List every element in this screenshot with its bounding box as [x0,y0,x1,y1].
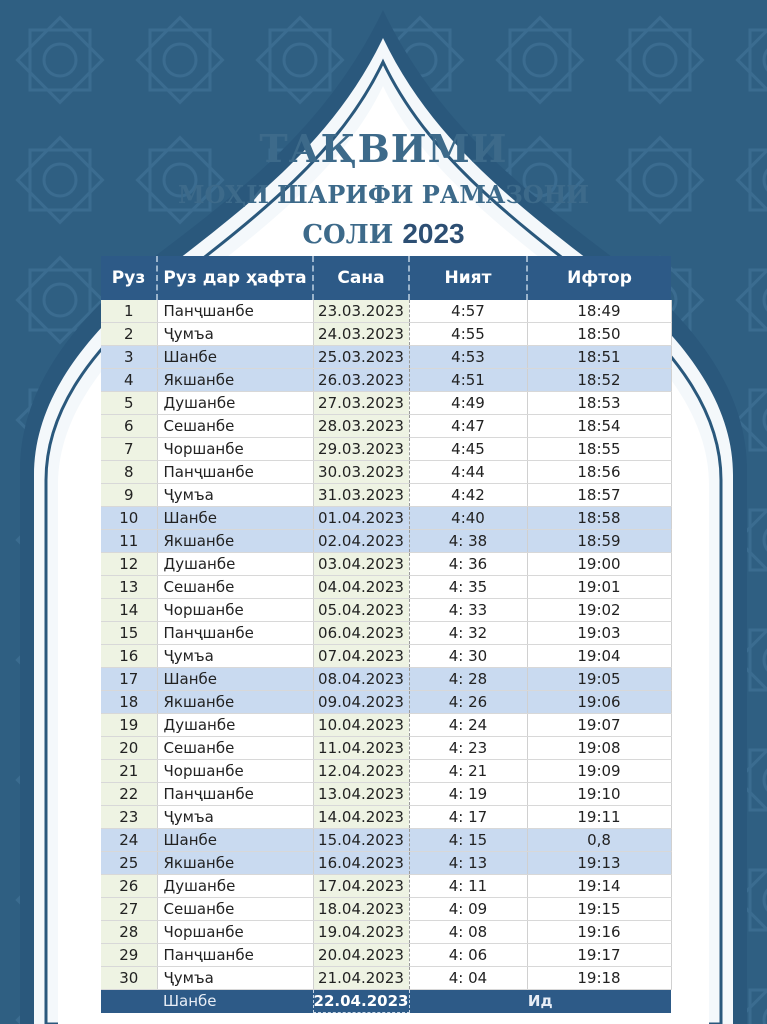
header-iftor: Ифтор [527,256,671,300]
weekday-cell: Душанбе [157,553,313,576]
table-row [101,806,671,829]
day-number-cell: 14 [101,599,157,622]
eid-empty-cell [101,990,157,1013]
table-row [101,829,671,852]
table-row [101,599,671,622]
table-row [101,346,671,369]
weekday-cell: Шанбе [157,829,313,852]
eid-weekday-cell: Шанбе [157,990,313,1013]
weekday-cell: Душанбе [157,875,313,898]
weekday-cell: Чоршанбе [157,599,313,622]
table-row [101,415,671,438]
date-cell: 25.03.2023 [313,346,409,369]
day-number-cell: 13 [101,576,157,599]
weekday-cell: Сешанбе [157,898,313,921]
niyat-cell: 4: 35 [409,576,527,599]
iftor-cell: 19:07 [527,714,671,737]
niyat-cell: 4:44 [409,461,527,484]
header-day-number: Руз [101,256,157,300]
day-number-cell: 24 [101,829,157,852]
day-number-cell: 6 [101,415,157,438]
day-number-cell: 10 [101,507,157,530]
weekday-cell: Панҷшанбе [157,944,313,967]
niyat-cell: 4: 15 [409,829,527,852]
day-number-cell: 22 [101,783,157,806]
day-number-cell: 20 [101,737,157,760]
table-row [101,875,671,898]
niyat-cell: 4: 17 [409,806,527,829]
ramadan-calendar-table [101,256,672,1013]
weekday-cell: Панҷшанбе [157,622,313,645]
date-cell: 18.04.2023 [313,898,409,921]
niyat-cell: 4:57 [409,300,527,323]
iftor-cell: 19:06 [527,691,671,714]
table-row [101,645,671,668]
day-number-cell: 8 [101,461,157,484]
eid-date-cell: 22.04.2023 [313,990,409,1013]
header-weekday: Руз дар ҳафта [157,256,313,300]
weekday-cell: Сешанбе [157,415,313,438]
weekday-cell: Ҷумъа [157,967,313,990]
weekday-cell: Душанбе [157,714,313,737]
date-cell: 09.04.2023 [313,691,409,714]
iftor-cell: 0,8 [527,829,671,852]
title-year-prefix: СОЛИ [302,220,394,250]
niyat-cell: 4: 26 [409,691,527,714]
date-cell: 14.04.2023 [313,806,409,829]
niyat-cell: 4:42 [409,484,527,507]
date-cell: 23.03.2023 [313,300,409,323]
niyat-cell: 4:45 [409,438,527,461]
day-number-cell: 3 [101,346,157,369]
title-line-3 [0,218,767,250]
niyat-cell: 4:55 [409,323,527,346]
day-number-cell: 7 [101,438,157,461]
iftor-cell: 19:11 [527,806,671,829]
table-row [101,576,671,599]
iftor-cell: 18:54 [527,415,671,438]
iftor-cell: 18:52 [527,369,671,392]
date-cell: 24.03.2023 [313,323,409,346]
iftor-cell: 19:15 [527,898,671,921]
date-cell: 07.04.2023 [313,645,409,668]
table-row [101,898,671,921]
day-number-cell: 28 [101,921,157,944]
date-cell: 06.04.2023 [313,622,409,645]
day-number-cell: 1 [101,300,157,323]
date-cell: 31.03.2023 [313,484,409,507]
title-line-1: ТАҚВИМИ [259,126,508,171]
niyat-cell: 4: 24 [409,714,527,737]
table-row [101,967,671,990]
day-number-cell: 12 [101,553,157,576]
iftor-cell: 19:14 [527,875,671,898]
table-row [101,553,671,576]
eid-label-cell: Ид [409,990,671,1013]
iftor-cell: 19:04 [527,645,671,668]
date-cell: 15.04.2023 [313,829,409,852]
date-cell: 16.04.2023 [313,852,409,875]
date-cell: 27.03.2023 [313,392,409,415]
table-row [101,438,671,461]
table-row [101,484,671,507]
iftor-cell: 18:51 [527,346,671,369]
weekday-cell: Сешанбе [157,576,313,599]
iftor-cell: 18:59 [527,530,671,553]
iftor-cell: 19:03 [527,622,671,645]
table-row [101,691,671,714]
iftor-cell: 19:17 [527,944,671,967]
date-cell: 20.04.2023 [313,944,409,967]
table-header-row [101,256,671,300]
day-number-cell: 29 [101,944,157,967]
niyat-cell: 4: 08 [409,921,527,944]
date-cell: 03.04.2023 [313,553,409,576]
niyat-cell: 4:51 [409,369,527,392]
day-number-cell: 25 [101,852,157,875]
niyat-cell: 4:53 [409,346,527,369]
day-number-cell: 2 [101,323,157,346]
weekday-cell: Ҷумъа [157,645,313,668]
eid-row [101,990,671,1013]
table-row [101,530,671,553]
day-number-cell: 21 [101,760,157,783]
iftor-cell: 19:13 [527,852,671,875]
day-number-cell: 30 [101,967,157,990]
weekday-cell: Якшанбе [157,852,313,875]
iftor-cell: 18:56 [527,461,671,484]
weekday-cell: Панҷшанбе [157,783,313,806]
table-row [101,921,671,944]
title-year: 2023 [402,218,465,249]
day-number-cell: 23 [101,806,157,829]
niyat-cell: 4: 38 [409,530,527,553]
iftor-cell: 18:55 [527,438,671,461]
iftor-cell: 18:53 [527,392,671,415]
weekday-cell: Якшанбе [157,530,313,553]
niyat-cell: 4: 19 [409,783,527,806]
date-cell: 26.03.2023 [313,369,409,392]
date-cell: 08.04.2023 [313,668,409,691]
weekday-cell: Панҷшанбе [157,461,313,484]
weekday-cell: Шанбе [157,668,313,691]
weekday-cell: Шанбе [157,507,313,530]
iftor-cell: 18:57 [527,484,671,507]
niyat-cell: 4:40 [409,507,527,530]
weekday-cell: Панҷшанбе [157,300,313,323]
niyat-cell: 4: 32 [409,622,527,645]
table-row [101,714,671,737]
date-cell: 30.03.2023 [313,461,409,484]
iftor-cell: 19:00 [527,553,671,576]
iftor-cell: 19:18 [527,967,671,990]
niyat-cell: 4: 06 [409,944,527,967]
table-row [101,783,671,806]
weekday-cell: Ҷумъа [157,806,313,829]
day-number-cell: 5 [101,392,157,415]
iftor-cell: 18:50 [527,323,671,346]
header-date: Сана [313,256,409,300]
date-cell: 13.04.2023 [313,783,409,806]
date-cell: 02.04.2023 [313,530,409,553]
iftor-cell: 19:02 [527,599,671,622]
date-cell: 01.04.2023 [313,507,409,530]
day-number-cell: 16 [101,645,157,668]
iftor-cell: 19:10 [527,783,671,806]
date-cell: 12.04.2023 [313,760,409,783]
weekday-cell: Ҷумъа [157,323,313,346]
day-number-cell: 27 [101,898,157,921]
date-cell: 05.04.2023 [313,599,409,622]
day-number-cell: 4 [101,369,157,392]
weekday-cell: Чоршанбе [157,921,313,944]
day-number-cell: 15 [101,622,157,645]
iftor-cell: 19:16 [527,921,671,944]
date-cell: 17.04.2023 [313,875,409,898]
iftor-cell: 19:01 [527,576,671,599]
day-number-cell: 26 [101,875,157,898]
weekday-cell: Душанбе [157,392,313,415]
iftor-cell: 19:05 [527,668,671,691]
iftor-cell: 19:09 [527,760,671,783]
weekday-cell: Якшанбе [157,369,313,392]
date-cell: 29.03.2023 [313,438,409,461]
table-row [101,852,671,875]
niyat-cell: 4: 21 [409,760,527,783]
niyat-cell: 4: 09 [409,898,527,921]
date-cell: 28.03.2023 [313,415,409,438]
niyat-cell: 4: 33 [409,599,527,622]
niyat-cell: 4:49 [409,392,527,415]
table-row [101,944,671,967]
niyat-cell: 4: 23 [409,737,527,760]
table-row [101,760,671,783]
weekday-cell: Ҷумъа [157,484,313,507]
weekday-cell: Шанбе [157,346,313,369]
table-row [101,323,671,346]
weekday-cell: Чоршанбе [157,760,313,783]
header-niyat: Ният [409,256,527,300]
iftor-cell: 18:58 [527,507,671,530]
table-row [101,300,671,323]
table-row [101,392,671,415]
table-row [101,622,671,645]
weekday-cell: Сешанбе [157,737,313,760]
date-cell: 10.04.2023 [313,714,409,737]
niyat-cell: 4: 30 [409,645,527,668]
weekday-cell: Чоршанбе [157,438,313,461]
niyat-cell: 4: 11 [409,875,527,898]
table-row [101,461,671,484]
table-row [101,737,671,760]
iftor-cell: 18:49 [527,300,671,323]
niyat-cell: 4: 04 [409,967,527,990]
title-line-2: МОҲИ ШАРИФИ РАМАЗОНИ [177,180,590,209]
niyat-cell: 4:47 [409,415,527,438]
iftor-cell: 19:08 [527,737,671,760]
day-number-cell: 19 [101,714,157,737]
day-number-cell: 9 [101,484,157,507]
niyat-cell: 4: 28 [409,668,527,691]
date-cell: 11.04.2023 [313,737,409,760]
table-row [101,507,671,530]
date-cell: 21.04.2023 [313,967,409,990]
table-row [101,369,671,392]
day-number-cell: 17 [101,668,157,691]
date-cell: 04.04.2023 [313,576,409,599]
date-cell: 19.04.2023 [313,921,409,944]
day-number-cell: 11 [101,530,157,553]
table-row [101,668,671,691]
niyat-cell: 4: 36 [409,553,527,576]
weekday-cell: Якшанбе [157,691,313,714]
niyat-cell: 4: 13 [409,852,527,875]
day-number-cell: 18 [101,691,157,714]
